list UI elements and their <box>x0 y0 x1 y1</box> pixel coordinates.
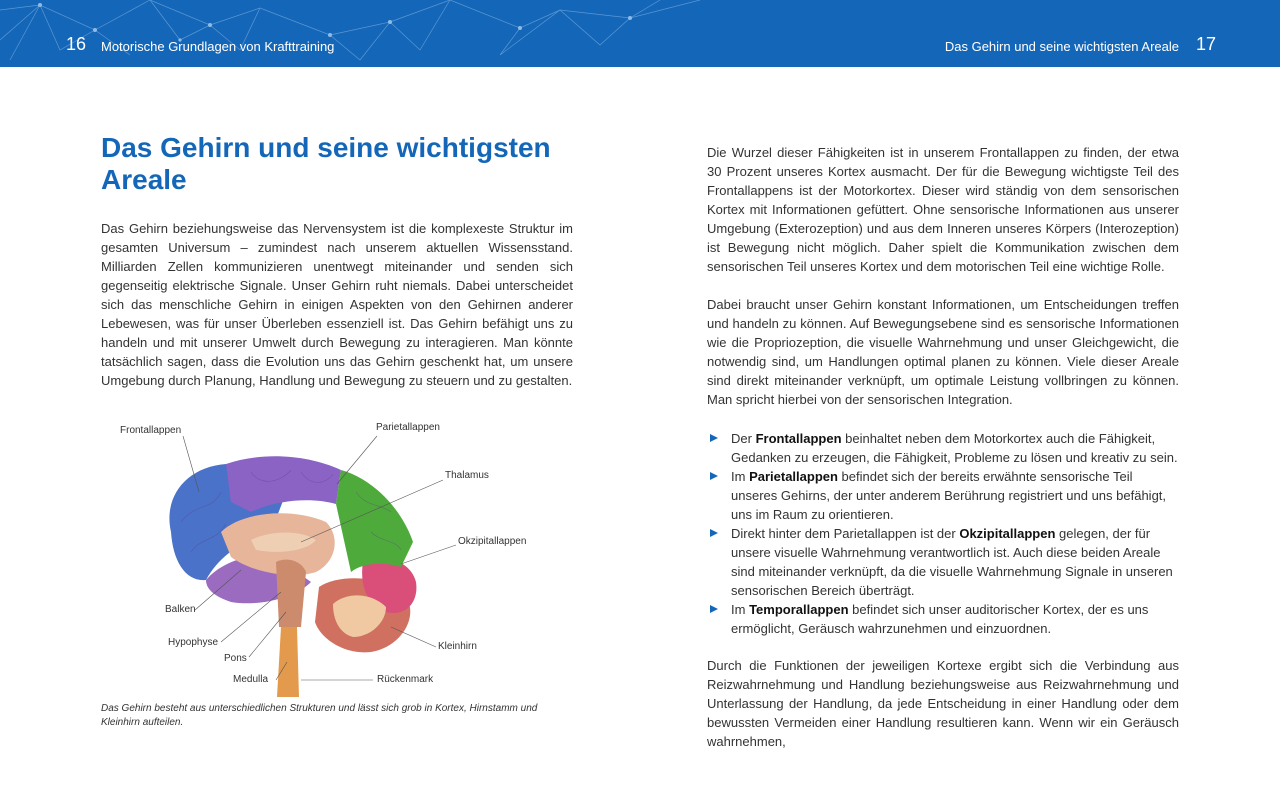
label-thalamus: Thalamus <box>445 470 489 481</box>
label-parietallappen: Parietallappen <box>376 422 440 433</box>
bullet-text-pre: Im <box>731 469 750 484</box>
left-running-title: Motorische Grundlagen von Krafttraining <box>101 39 335 54</box>
bullet-temporallappen <box>707 600 1179 638</box>
brain-figure <box>101 412 573 702</box>
label-okzipitallappen: Okzipitallappen <box>458 536 527 547</box>
bullet-term: Okzipitallappen <box>959 526 1056 541</box>
bullet-triangle-icon <box>710 605 718 613</box>
bullet-text-pre: Im <box>731 602 750 617</box>
label-rueckenmark: Rückenmark <box>377 674 434 685</box>
right-paragraph-2: Dabei braucht unser Gehirn konstant Informationen, um Entscheidungen treffen und handeln zu können. Auf Bewegungsebene sind es sensorische Informationen wie die Propriozeption, die visuelle Wahrnehmung und unser Gleichgewicht, die notwendig sind, um Handlungen optimal planen zu können. Viele dieser Areale sind direkt miteinander verknüpft, um optimale Leistung vollbringen zu können. Man spricht hierbei von der sensorischen Integration. <box>707 297 1179 407</box>
bullet-text-post: gelegen, der für unsere visuelle Wahrnehmung verantwortlich ist. Auch diese beiden Areale sind miteinander verknüpft, da die visuelle Wahrnehmung Signale in unseren sensorischen Bereich überträgt. <box>731 526 1173 598</box>
bullet-text-post: befindet sich der bereits erwähnte sensorische Teil unseres Gehirns, der unter anderem Berührung registriert und uns befähigt, uns im Raum zu orientieren. <box>731 469 1167 522</box>
brain-illustration <box>101 412 573 702</box>
right-paragraph-3: Durch die Funktionen der jeweiligen Kortexe ergibt sich die Verbindung aus Reizwahrnehmung und Handlung beziehungsweise aus Reizwahrnehmung und Unterlassung der Handlung, da jede Entscheidung in einer Handlung oder dem bewussten Vermeiden einer Handlung resultieren kann. Wenn wir ein Geräusch wahrnehmen, <box>707 658 1179 749</box>
label-hypophyse: Hypophyse <box>168 637 219 648</box>
bullet-text-pre: Direkt hinter dem Parietallappen ist der <box>731 526 960 541</box>
bullet-text-post: befindet sich unser auditorischer Kortex, der es uns ermöglicht, Geräusch wahrzunehmen und einzuordnen. <box>731 602 1149 636</box>
right-running-title: Das Gehirn und seine wichtigsten Areale <box>944 39 1179 54</box>
lobe-bullet-list <box>707 429 1179 638</box>
label-balken: Balken <box>165 604 196 615</box>
bullet-triangle-icon <box>710 472 718 480</box>
page-heading: Das Gehirn und seine wichtigsten Areale <box>101 132 551 195</box>
right-paragraph-1: Die Wurzel dieser Fähigkeiten ist in unserem Frontallappen zu finden, der etwa 30 Prozent unseres Kortex ausmacht. Der für die Bewegung wichtigste Teil des Frontallappens ist der Motorkortex. Dieser wird ständig von dem sensorischen Kortex mit Informationen gefüttert. Ohne sensorische Informationen aus unserer Umgebung (Exterozeption) und aus dem Inneren unseres Körpers (Interozeption) ist Bewegung nicht möglich. Daher spielt die Kommunikation zwischen dem sensorischen Teil unseres Kortex und dem motorischen Teil eine wichtige Rolle. <box>707 145 1179 274</box>
bullet-parietallappen <box>707 467 1179 524</box>
label-pons: Pons <box>224 653 247 664</box>
bullet-frontallappen <box>707 429 1179 467</box>
bullet-term: Frontallappen <box>755 431 842 446</box>
label-medulla: Medulla <box>233 674 269 685</box>
bullet-okzipitallappen <box>707 524 1179 600</box>
left-page-number: 16 <box>66 34 87 54</box>
label-kleinhirn: Kleinhirn <box>438 641 477 652</box>
bullet-term: Parietallappen <box>749 469 838 484</box>
bullet-text-post: beinhaltet neben dem Motorkortex auch die Fähigkeit, Gedanken zu erzeugen, die Fähigkeit, Probleme zu lösen und kreativ zu sein. <box>731 431 1178 465</box>
right-page-number: 17 <box>1196 34 1217 54</box>
bullet-triangle-icon <box>710 434 718 442</box>
figure-caption: Das Gehirn besteht aus unterschiedlichen Strukturen und lässt sich grob in Kortex, Hirnstamm und Kleinhirn aufteilen. <box>101 703 538 728</box>
bullet-term: Temporallappen <box>749 602 849 617</box>
bullet-triangle-icon <box>710 529 718 537</box>
network-pattern-decoration <box>0 0 1280 67</box>
intro-paragraph: Das Gehirn beziehungsweise das Nervensystem ist die komplexeste Struktur im gesamten Universum – zumindest nach unserem aktuellen Wissensstand. Milliarden Zellen kommunizieren unentwegt miteinander und senden sich gegenseitig elektrische Signale. Unser Gehirn ruht niemals. Dabei unterscheidet sich das menschliche Gehirn in einigen Aspekten von den Gehirnen anderer Lebewesen, was für unser Überleben essenziell ist. Das Gehirn befähigt uns zu handeln und mit unserer Umwelt durch Bewegung zu interagieren. Man könnte tatsächlich sagen, dass die Evolution uns das Gehirn geschenkt hat, um unsere Umgebung durch Planung, Handlung und Bewegung zu steuern und zu gestalten. <box>101 221 573 388</box>
bullet-text-pre: Der <box>731 431 756 446</box>
header-band <box>0 0 1280 67</box>
label-frontallappen: Frontallappen <box>120 425 182 436</box>
